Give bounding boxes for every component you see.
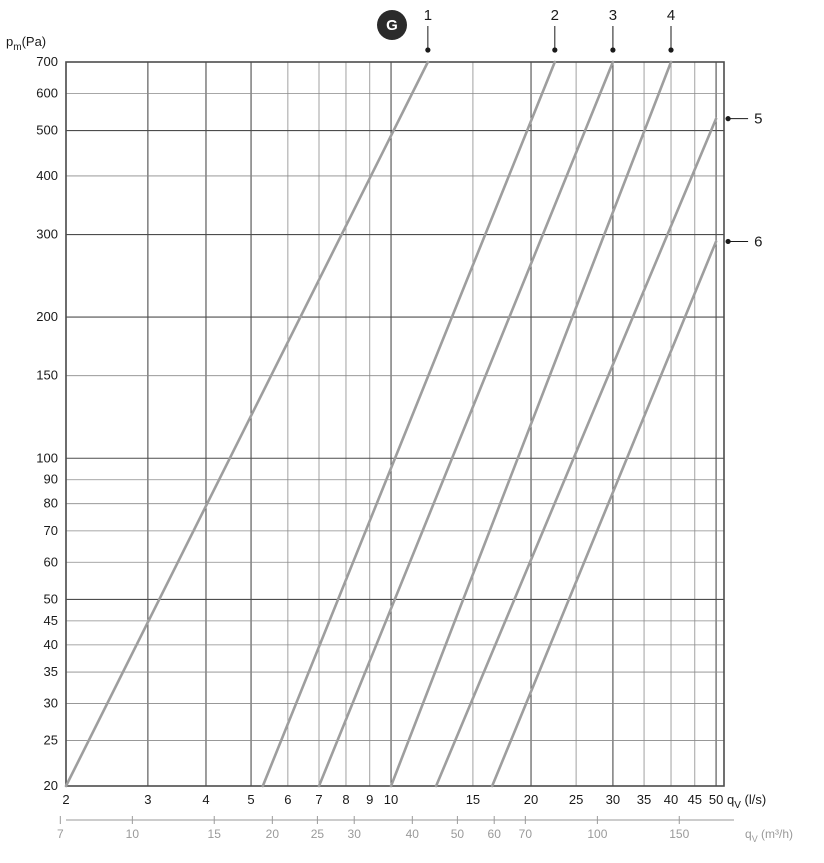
axis-titles — [6, 34, 793, 844]
plot-border — [66, 62, 724, 786]
curve-6 — [492, 241, 716, 786]
y-tick-label: 200 — [36, 309, 58, 325]
secondary-tick-label: 30 — [347, 827, 361, 841]
x-tick-label: 2 — [62, 792, 70, 807]
y-tick-label: 20 — [43, 778, 58, 793]
secondary-tick-label: 60 — [487, 827, 501, 841]
y-tick-label: 150 — [36, 367, 58, 383]
secondary-tick-label: 10 — [125, 827, 140, 841]
y-tick-label: 50 — [43, 591, 58, 607]
x-tick-label: 35 — [636, 792, 652, 807]
x-axis-title: $q_V$ (l/s) — [727, 792, 767, 811]
y-tick-label: 45 — [43, 612, 58, 628]
curve-2 — [263, 62, 555, 786]
y-tick-label: 30 — [43, 695, 58, 711]
y-tick-label: 60 — [43, 554, 58, 570]
y-tick-label: 100 — [36, 450, 58, 466]
secondary-x-axis-title: $q_V$ (m³/h) — [745, 827, 794, 844]
y-tick-label: 700 — [36, 54, 58, 69]
x-tick-label: 7 — [315, 792, 323, 807]
callout-label-4: 4 — [666, 7, 676, 24]
x-tick-label: 9 — [366, 792, 374, 807]
secondary-tick-label: 7 — [56, 827, 64, 841]
y-tick-label: 70 — [43, 522, 58, 538]
y-tick-label: 500 — [36, 122, 58, 138]
secondary-tick-label: 20 — [265, 827, 280, 841]
secondary-tick-label: 25 — [310, 827, 325, 841]
secondary-tick-label: 50 — [450, 827, 465, 841]
y-tick-label: 400 — [36, 167, 58, 183]
x-tick-label: 15 — [465, 792, 481, 807]
callout-label-5: 5 — [754, 110, 763, 128]
x-tick-label: 5 — [247, 792, 255, 807]
x-tick-label: 8 — [342, 792, 350, 807]
secondary-tick-label: 40 — [405, 827, 419, 841]
x-tick-label: 6 — [284, 792, 292, 807]
grid-layer — [66, 62, 724, 786]
secondary-tick-label: 70 — [518, 827, 533, 841]
secondary-tick-label: 150 — [669, 827, 690, 841]
curve-callouts — [377, 7, 762, 250]
y-tick-label: 40 — [43, 636, 58, 652]
y-axis-tick-labels — [36, 54, 58, 793]
y-tick-label: 300 — [36, 226, 58, 242]
curve-3 — [319, 62, 613, 786]
x-tick-label: 25 — [568, 792, 584, 807]
callout-label-2: 2 — [550, 7, 559, 24]
x-tick-label: 40 — [663, 792, 679, 807]
x-tick-label: 20 — [523, 792, 539, 807]
plot-frame — [66, 62, 724, 786]
y-tick-label: 600 — [36, 85, 58, 101]
y-tick-label: 80 — [43, 495, 58, 511]
curve-1 — [66, 62, 428, 786]
y-axis-title: $p_m(Pa)$ — [6, 34, 47, 53]
x-tick-label: 3 — [144, 792, 152, 807]
x-tick-label: 45 — [687, 792, 703, 807]
x-tick-label: 50 — [708, 792, 724, 807]
secondary-x-axis — [57, 816, 734, 841]
x-tick-label: 10 — [383, 792, 399, 807]
secondary-tick-label: 15 — [207, 827, 221, 841]
y-tick-label: 90 — [43, 471, 58, 487]
x-tick-label: 30 — [605, 792, 621, 807]
badge-letter: G — [386, 17, 398, 34]
y-tick-label: 25 — [43, 732, 58, 748]
callout-label-1: 1 — [423, 7, 433, 24]
x-axis-tick-labels — [62, 792, 723, 807]
callout-label-3: 3 — [608, 7, 618, 24]
y-tick-label: 35 — [43, 664, 58, 680]
callout-label-6: 6 — [754, 233, 763, 251]
x-tick-label: 4 — [202, 792, 210, 807]
secondary-tick-label: 100 — [587, 827, 608, 841]
